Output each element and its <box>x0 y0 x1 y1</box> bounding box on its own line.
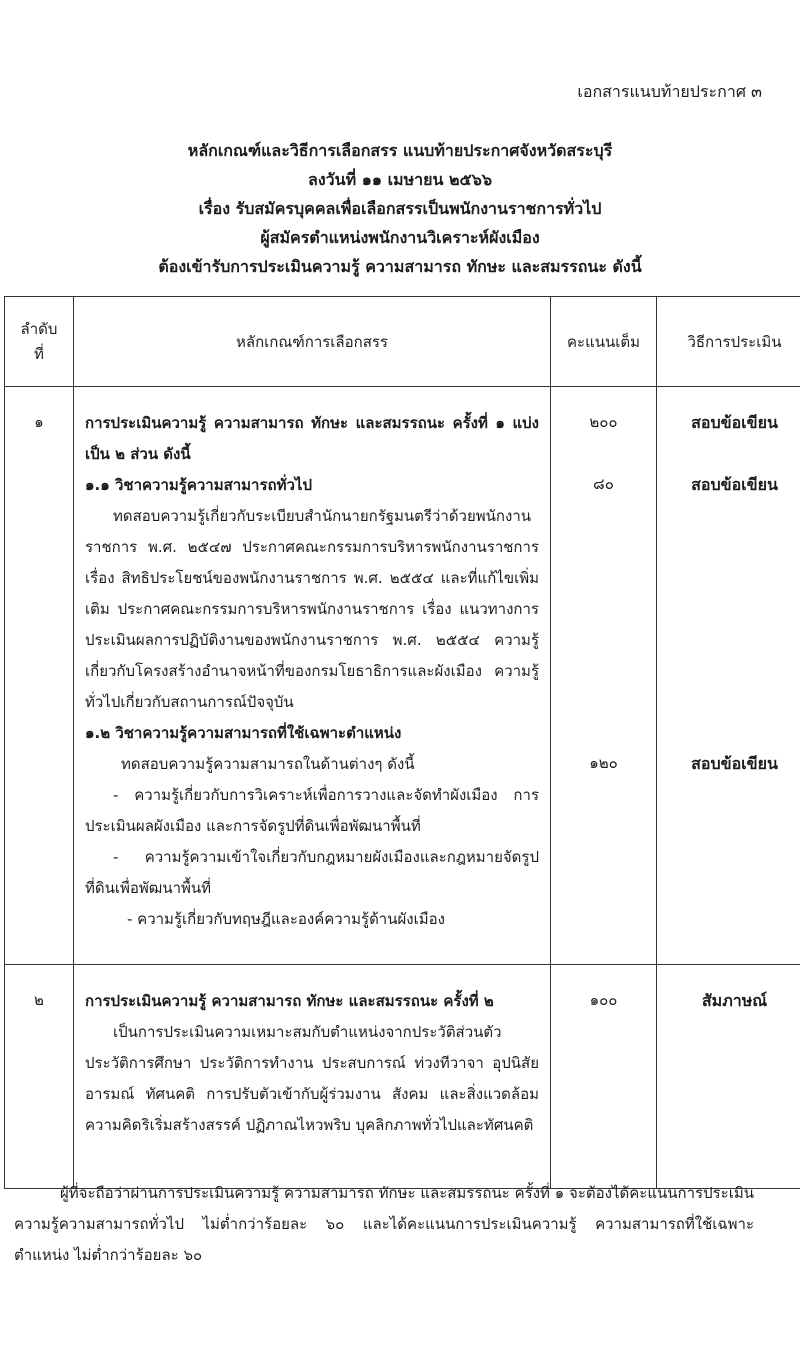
document-reference: เอกสารแนบท้ายประกาศ ๓ <box>577 82 762 101</box>
row-criteria <box>74 387 551 965</box>
heading-line-4: ผู้สมัครตำแหน่งพนักงานวิเคราะห์ผังเมือง <box>260 228 540 247</box>
total-score: ๒๐๐ <box>589 413 618 431</box>
passing-criteria-note: ผู้ที่จะถือว่าผ่านการประเมินความรู้ ความสามารถ ทักษะ และสมรรถนะ ครั้งที่ ๑ จะต้องได้คะแนนการประเมินความรู้ความสามารถทั่วไป ไม่ต่ำกว่าร้อยละ ๖๐ และได้คะแนนการประเมินความรู้ ความสามารถที่ใช้เฉพาะตำแหน่ง ไม่ต่ำกว่าร้อยละ ๖๐ <box>14 1184 754 1264</box>
row-title: การประเมินความรู้ ความสามารถ ทักษะ และสมรรถนะ ครั้งที่ ๑ แบ่งเป็น ๒ ส่วน ดังนี้ <box>85 414 539 463</box>
row-description: เป็นการประเมินความเหมาะสมกับตำแหน่งจากประวัติส่วนตัว ประวัติการศึกษา ประวัติการทำงาน ประสบการณ์ ท่วงทีวาจา อุปนิสัย อารมณ์ ทัศนคติ การปรับตัวเข้ากับผู้ร่วมงาน สังคม และสิ่งแวดล้อม ความคิดริเริ่มสร้างสรรค์ ปฏิภาณไหวพริบ บุคลิกภาพทั่วไปและทัศนคติ <box>85 1023 539 1134</box>
heading-line-3: เรื่อง รับสมัครบุคคลเพื่อเลือกสรรเป็นพนักงานราชการทั่วไป <box>198 199 602 218</box>
table-row <box>5 387 800 965</box>
subsection-method: สอบข้อเขียน <box>691 475 778 494</box>
subsection-intro: ทดสอบความรู้ความสามารถในด้านต่างๆ ดังนี้ <box>121 755 415 773</box>
row-method <box>657 387 800 965</box>
subsection-method: สอบข้อเขียน <box>691 754 778 773</box>
heading-line-5: ต้องเข้ารับการประเมินความรู้ ความสามารถ ทักษะ และสมรรถนะ ดังนี้ <box>158 257 642 276</box>
subsection-score: ๘๐ <box>593 475 614 493</box>
topic-item: - ความรู้เกี่ยวกับทฤษฎีและองค์ความรู้ด้านผังเมือง <box>127 910 445 928</box>
assessment-method: สอบข้อเขียน <box>691 413 778 432</box>
subsection-description: ทดสอบความรู้เกี่ยวกับระเบียบสำนักนายกรัฐมนตรีว่าด้วยพนักงานราชการ พ.ศ. ๒๕๔๗ ประกาศคณะกรรมการบริหารพนักงานราชการ เรื่อง สิทธิประโยชน์ของพนักงานราชการ พ.ศ. ๒๕๕๔ และที่แก้ไขเพิ่มเติม ประกาศคณะกรรมการบริหารพนักงานราชการ เรื่อง แนวทางการประเมินผลการปฏิบัติงานของพนักงานราชการ พ.ศ. ๒๕๕๔ ความรู้เกี่ยวกับโครงสร้างอำนาจหน้าที่ของกรมโยธาธิการและผังเมือง ความรู้ทั่วไปเกี่ยวกับสถานการณ์ปัจจุบัน <box>85 507 539 711</box>
table-row <box>5 965 800 1189</box>
heading-line-1: หลักเกณฑ์และวิธีการเลือกสรร แนบท้ายประกาศจังหวัดสระบุรี <box>187 141 613 160</box>
table-header-row <box>5 297 800 387</box>
header-method: วิธีการประเมิน <box>657 297 800 387</box>
row-method: สัมภาษณ์ <box>657 965 800 1189</box>
subsection-score: ๑๒๐ <box>589 754 618 772</box>
subsection-title: ๑.๑ วิชาความรู้ความสามารถทั่วไป <box>85 476 312 494</box>
row-score: ๑๐๐ <box>551 965 657 1189</box>
topic-item: - ความรู้เกี่ยวกับการวิเคราะห์เพื่อการวางและจัดทำผังเมือง การประเมินผลผังเมือง และการจัดรูปที่ดินเพื่อพัฒนาพื้นที่ <box>85 786 539 835</box>
header-criteria: หลักเกณฑ์การเลือกสรร <box>74 297 551 387</box>
criteria-table <box>4 296 800 1189</box>
heading-line-2: ลงวันที่ ๑๑ เมษายน ๒๕๖๖ <box>308 170 492 189</box>
header-number: ลำดับ ที่ <box>5 297 74 387</box>
header-full-score: คะแนนเต็ม <box>551 297 657 387</box>
topic-item: - ความรู้ความเข้าใจเกี่ยวกับกฎหมายผังเมืองและกฎหมายจัดรูปที่ดินเพื่อพัฒนาพื้นที่ <box>85 848 539 897</box>
document-heading <box>0 136 800 281</box>
subsection-title: ๑.๒ วิชาความรู้ความสามารถที่ใช้เฉพาะตำแหน่ง <box>85 724 402 742</box>
row-title: การประเมินความรู้ ความสามารถ ทักษะ และสมรรถนะ ครั้งที่ ๒ <box>85 992 494 1010</box>
row-score <box>551 387 657 965</box>
row-number: ๒ <box>5 965 74 1189</box>
criteria-table-wrapper <box>4 296 800 1189</box>
row-number: ๑ <box>5 387 74 965</box>
row-criteria <box>74 965 551 1189</box>
